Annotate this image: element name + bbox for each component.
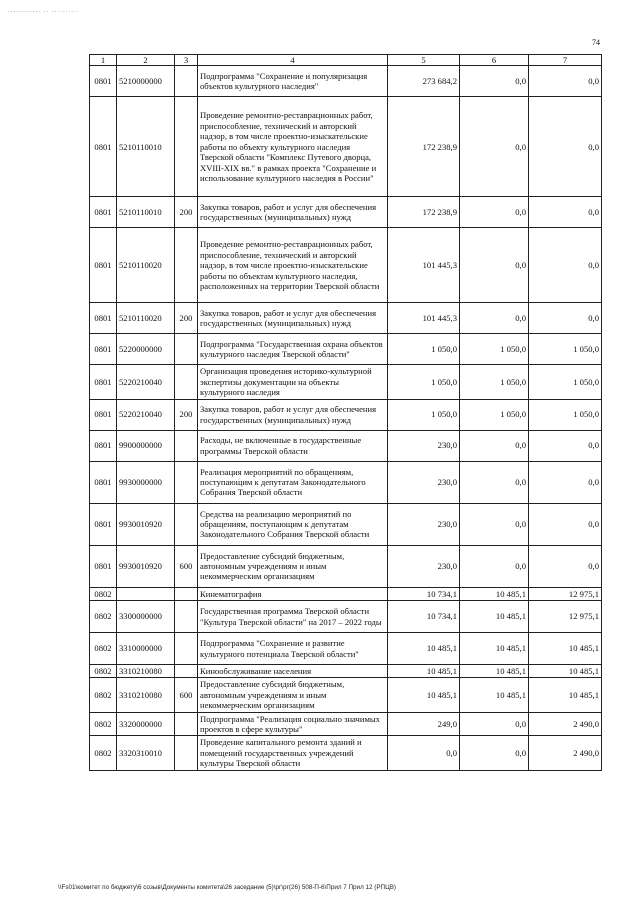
- target-code-cell: 5220210040: [117, 399, 175, 430]
- amount-year3-cell: 0,0: [529, 66, 602, 97]
- target-code-cell: 5210110010: [117, 97, 175, 197]
- amount-year1-cell: 1 050,0: [388, 365, 460, 399]
- amount-year2-cell: 10 485,1: [460, 665, 529, 678]
- table-row: [90, 399, 602, 430]
- expense-type-cell: [175, 601, 198, 633]
- amount-year2-cell: 0,0: [460, 736, 529, 770]
- description-cell: Подпрограмма "Реализация социально значимых проектов в сфере культуры": [198, 712, 388, 736]
- section-code-cell: 0802: [90, 587, 117, 600]
- target-code-cell: [117, 587, 175, 600]
- section-code-cell: 0801: [90, 303, 117, 334]
- target-code-cell: 5210110020: [117, 228, 175, 303]
- amount-year2-cell: 0,0: [460, 430, 529, 461]
- amount-year1-cell: 172 238,9: [388, 197, 460, 228]
- header-cell: 6: [460, 55, 529, 66]
- section-code-cell: 0801: [90, 197, 117, 228]
- amount-year3-cell: 0,0: [529, 503, 602, 545]
- section-code-cell: 0801: [90, 399, 117, 430]
- amount-year1-cell: 10 485,1: [388, 665, 460, 678]
- amount-year2-cell: 0,0: [460, 228, 529, 303]
- description-cell: Проведение капитального ремонта зданий и помещений государственных учреждений культуры Тверской области: [198, 736, 388, 770]
- amount-year1-cell: 230,0: [388, 430, 460, 461]
- amount-year2-cell: 0,0: [460, 503, 529, 545]
- amount-year2-cell: 1 050,0: [460, 365, 529, 399]
- amount-year2-cell: 1 050,0: [460, 399, 529, 430]
- amount-year2-cell: 10 485,1: [460, 633, 529, 665]
- table-row: [90, 665, 602, 678]
- section-code-cell: 0801: [90, 503, 117, 545]
- section-code-cell: 0801: [90, 228, 117, 303]
- amount-year2-cell: 0,0: [460, 461, 529, 503]
- amount-year3-cell: 0,0: [529, 545, 602, 587]
- section-code-cell: 0802: [90, 678, 117, 712]
- target-code-cell: 9930000000: [117, 461, 175, 503]
- target-code-cell: 3320000000: [117, 712, 175, 736]
- target-code-cell: 3320310010: [117, 736, 175, 770]
- target-code-cell: 5220210040: [117, 365, 175, 399]
- target-code-cell: 3310210080: [117, 665, 175, 678]
- target-code-cell: 3300000000: [117, 601, 175, 633]
- header-cell: 1: [90, 55, 117, 66]
- amount-year3-cell: 10 485,1: [529, 665, 602, 678]
- description-cell: Закупка товаров, работ и услуг для обеспечения государственных (муниципальных) нужд: [198, 303, 388, 334]
- table-row: [90, 303, 602, 334]
- header-cell: 2: [117, 55, 175, 66]
- amount-year1-cell: 249,0: [388, 712, 460, 736]
- amount-year1-cell: 1 050,0: [388, 399, 460, 430]
- amount-year2-cell: 10 485,1: [460, 587, 529, 600]
- expense-type-cell: 200: [175, 303, 198, 334]
- amount-year3-cell: 12 975,1: [529, 587, 602, 600]
- amount-year2-cell: 1 050,0: [460, 334, 529, 365]
- section-code-cell: 0801: [90, 430, 117, 461]
- amount-year3-cell: 0,0: [529, 303, 602, 334]
- amount-year1-cell: 10 734,1: [388, 587, 460, 600]
- amount-year2-cell: 0,0: [460, 545, 529, 587]
- amount-year3-cell: 1 050,0: [529, 365, 602, 399]
- expense-type-cell: [175, 334, 198, 365]
- description-cell: Подпрограмма "Сохранение и развитие культурного потенциала Тверской области": [198, 633, 388, 665]
- table-row: [90, 736, 602, 770]
- target-code-cell: 5220000000: [117, 334, 175, 365]
- amount-year3-cell: 10 485,1: [529, 678, 602, 712]
- header-cell: 5: [388, 55, 460, 66]
- target-code-cell: 9930010920: [117, 503, 175, 545]
- expense-type-cell: 200: [175, 197, 198, 228]
- expense-type-cell: [175, 430, 198, 461]
- amount-year1-cell: 230,0: [388, 461, 460, 503]
- amount-year3-cell: 0,0: [529, 197, 602, 228]
- section-code-cell: 0801: [90, 545, 117, 587]
- target-code-cell: 9930010920: [117, 545, 175, 587]
- table-row: [90, 228, 602, 303]
- table-row: [90, 430, 602, 461]
- table-row: [90, 66, 602, 97]
- amount-year1-cell: 1 050,0: [388, 334, 460, 365]
- amount-year1-cell: 230,0: [388, 545, 460, 587]
- expense-type-cell: [175, 461, 198, 503]
- amount-year2-cell: 0,0: [460, 197, 529, 228]
- amount-year3-cell: 1 050,0: [529, 399, 602, 430]
- budget-table: [89, 54, 602, 771]
- table-row: [90, 712, 602, 736]
- amount-year3-cell: 0,0: [529, 228, 602, 303]
- section-code-cell: 0801: [90, 334, 117, 365]
- amount-year3-cell: 0,0: [529, 461, 602, 503]
- expense-type-cell: [175, 587, 198, 600]
- expense-type-cell: [175, 736, 198, 770]
- page-number: 74: [592, 38, 600, 47]
- description-cell: Реализация мероприятий по обращениям, поступающим к депутатам Законодательного Собрания Тверской области: [198, 461, 388, 503]
- table-row: [90, 461, 602, 503]
- expense-type-cell: [175, 97, 198, 197]
- description-cell: Предоставление субсидий бюджетным, автономным учреждениям и иным некоммерческим организациям: [198, 545, 388, 587]
- description-cell: Проведение ремонтно-реставрационных работ, приспособление, технический и авторский надзор, в том числе проектно-изыскательские работы по объектам культурного наследия, расположенных на территории Тверской области: [198, 228, 388, 303]
- section-code-cell: 0801: [90, 365, 117, 399]
- amount-year1-cell: 10 734,1: [388, 601, 460, 633]
- amount-year3-cell: 10 485,1: [529, 633, 602, 665]
- amount-year1-cell: 273 684,2: [388, 66, 460, 97]
- table-row: [90, 587, 602, 600]
- amount-year1-cell: 172 238,9: [388, 97, 460, 197]
- expense-type-cell: [175, 365, 198, 399]
- section-code-cell: 0801: [90, 97, 117, 197]
- amount-year1-cell: 230,0: [388, 503, 460, 545]
- amount-year2-cell: 0,0: [460, 97, 529, 197]
- amount-year3-cell: 2 490,0: [529, 712, 602, 736]
- target-code-cell: 5210110020: [117, 303, 175, 334]
- expense-type-cell: 600: [175, 678, 198, 712]
- table-row: [90, 503, 602, 545]
- description-cell: Закупка товаров, работ и услуг для обеспечения государственных (муниципальных) нужд: [198, 399, 388, 430]
- amount-year2-cell: 10 485,1: [460, 678, 529, 712]
- section-code-cell: 0801: [90, 66, 117, 97]
- expense-type-cell: 200: [175, 399, 198, 430]
- description-cell: Расходы, не включенные в государственные программы Тверской области: [198, 430, 388, 461]
- expense-type-cell: [175, 633, 198, 665]
- section-code-cell: 0801: [90, 461, 117, 503]
- amount-year3-cell: 1 050,0: [529, 334, 602, 365]
- table-row: [90, 545, 602, 587]
- header-cell: 4: [198, 55, 388, 66]
- scan-header-marks: ............ .. ..........: [8, 6, 80, 14]
- amount-year3-cell: 0,0: [529, 97, 602, 197]
- section-code-cell: 0802: [90, 712, 117, 736]
- target-code-cell: 3310210080: [117, 678, 175, 712]
- description-cell: Закупка товаров, работ и услуг для обеспечения государственных (муниципальных) нужд: [198, 197, 388, 228]
- target-code-cell: 5210110010: [117, 197, 175, 228]
- expense-type-cell: [175, 66, 198, 97]
- target-code-cell: 9900000000: [117, 430, 175, 461]
- description-cell: Кинообслуживание населения: [198, 665, 388, 678]
- description-cell: Средства на реализацию мероприятий по обращениям, поступающим к депутатам Законодательного Собрания Тверской области: [198, 503, 388, 545]
- expense-type-cell: 600: [175, 545, 198, 587]
- description-cell: Организация проведения историко-культурной экспертизы документации на объекты культурного наследия: [198, 365, 388, 399]
- amount-year3-cell: 0,0: [529, 430, 602, 461]
- description-cell: Предоставление субсидий бюджетным, автономным учреждениям и иным некоммерческим организациям: [198, 678, 388, 712]
- target-code-cell: 3310000000: [117, 633, 175, 665]
- header-cell: 7: [529, 55, 602, 66]
- table-row: [90, 97, 602, 197]
- amount-year2-cell: 0,0: [460, 712, 529, 736]
- header-cell: 3: [175, 55, 198, 66]
- table-row: [90, 601, 602, 633]
- description-cell: Государственная программа Тверской области "Культура Тверской области" на 2017 – 2022 годы: [198, 601, 388, 633]
- section-code-cell: 0802: [90, 601, 117, 633]
- amount-year2-cell: 0,0: [460, 66, 529, 97]
- amount-year1-cell: 101 445,3: [388, 228, 460, 303]
- description-cell: Проведение ремонтно-реставрационных работ, приспособление, технический и авторский надзор, в том числе проектно-изыскательские работы по объекту культурного наследия Тверской области "Комплекс Путевого дворца, XVIII-XIX вв." в рамках проекта "Сохранение и использование культурного наследия в России": [198, 97, 388, 197]
- table-row: [90, 678, 602, 712]
- table-header-row: [90, 55, 602, 66]
- expense-type-cell: [175, 503, 198, 545]
- target-code-cell: 5210000000: [117, 66, 175, 97]
- amount-year1-cell: 0,0: [388, 736, 460, 770]
- amount-year1-cell: 10 485,1: [388, 678, 460, 712]
- table-row: [90, 365, 602, 399]
- expense-type-cell: [175, 712, 198, 736]
- amount-year3-cell: 2 490,0: [529, 736, 602, 770]
- table-row: [90, 334, 602, 365]
- description-cell: Кинематография: [198, 587, 388, 600]
- amount-year1-cell: 10 485,1: [388, 633, 460, 665]
- amount-year2-cell: 0,0: [460, 303, 529, 334]
- file-path-footer: \\Fs01\комитет по бюджету\6 созыв\Документы комитета\26 заседание (5)\рг\рг(26) 508-П-6\Прил 7 Прил 12 (РПЦВ): [58, 884, 397, 891]
- section-code-cell: 0802: [90, 736, 117, 770]
- expense-type-cell: [175, 665, 198, 678]
- section-code-cell: 0802: [90, 633, 117, 665]
- amount-year2-cell: 10 485,1: [460, 601, 529, 633]
- expense-type-cell: [175, 228, 198, 303]
- amount-year1-cell: 101 445,3: [388, 303, 460, 334]
- amount-year3-cell: 12 975,1: [529, 601, 602, 633]
- description-cell: Подпрограмма "Сохранение и популяризация объектов культурного наследия": [198, 66, 388, 97]
- table-row: [90, 197, 602, 228]
- section-code-cell: 0802: [90, 665, 117, 678]
- description-cell: Подпрограмма "Государственная охрана объектов культурного наследия Тверской области": [198, 334, 388, 365]
- table-row: [90, 633, 602, 665]
